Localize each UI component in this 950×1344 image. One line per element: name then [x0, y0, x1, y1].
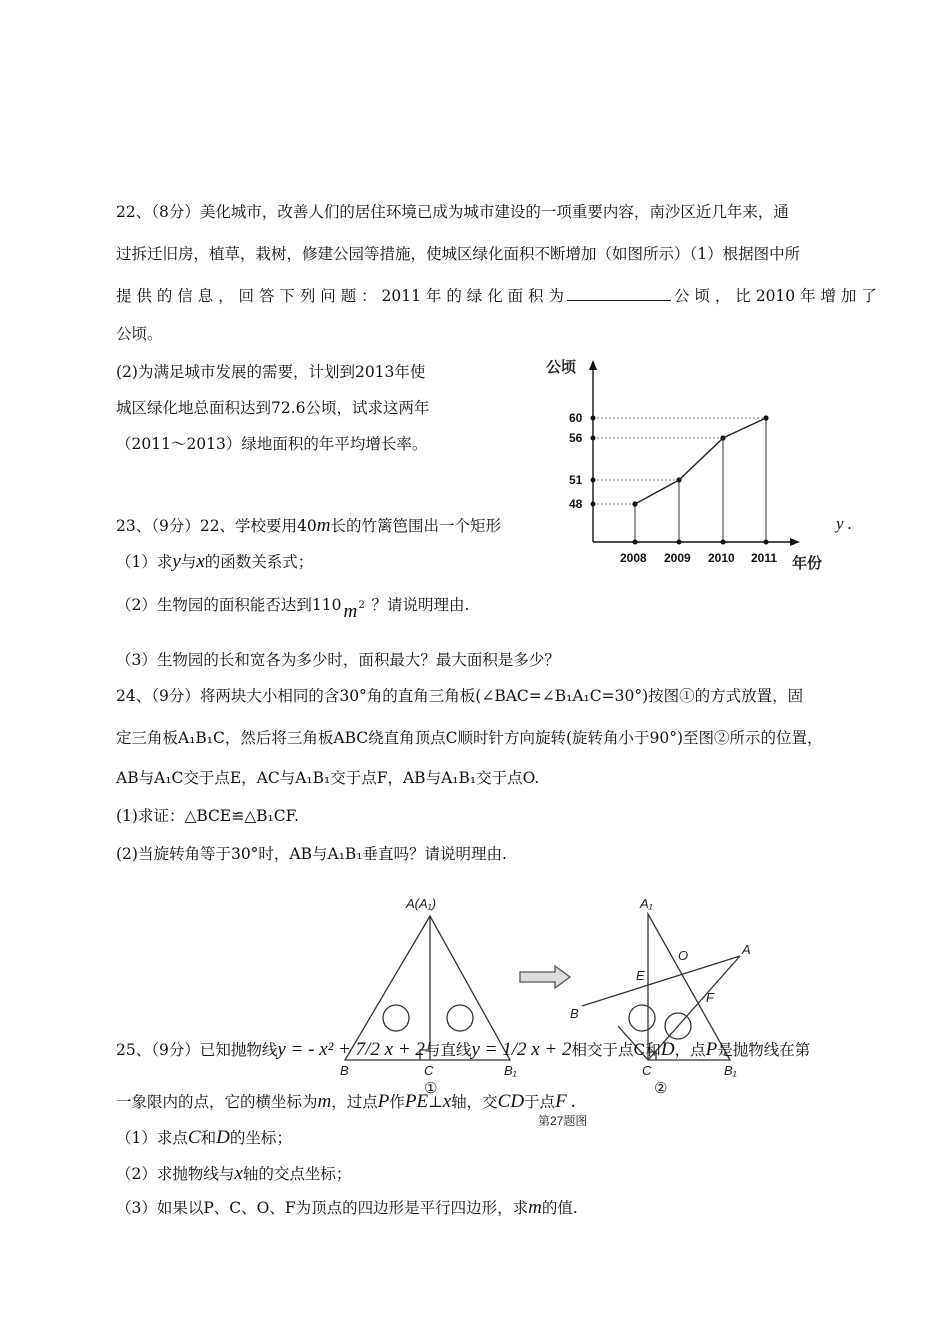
q22-line-3b: 公 顷 ， 比 2010 年 增 加 了 [674, 287, 877, 305]
label2-c: C [642, 1063, 652, 1078]
q23-p2b: ？请说明理由. [371, 596, 470, 614]
q25-p1b: 和 [200, 1129, 217, 1147]
q25-p1a: （1）求点 [116, 1129, 188, 1147]
q23-p1b: 与 [180, 553, 197, 571]
q25-line-1e: 是抛物线在第 [717, 1041, 811, 1059]
x-tick-label-2008: 2008 [620, 551, 647, 565]
green-area-chart [530, 350, 840, 580]
q23-part-3: （3）生物园的长和宽各为多少时，面积最大？最大面积是多少？ [116, 651, 560, 669]
q25-x: x [442, 1091, 452, 1112]
y-tick-label-48: 48 [569, 497, 583, 511]
q23-p1a: （1）求 [116, 553, 173, 571]
q25-line-2d: 轴，交 [451, 1093, 498, 1111]
q25-p-2: P [377, 1091, 390, 1112]
series-line [635, 418, 766, 504]
x-tick-dot-2009 [677, 540, 682, 545]
y-tick-dot-2011 [591, 416, 596, 421]
label-b: B [340, 1063, 349, 1078]
hole-right [447, 1005, 473, 1031]
q23-p2-unit: m [343, 601, 358, 622]
arrow-right-icon [520, 966, 570, 988]
q24-line-3: AB与A₁C交于点E，AC与A₁B₁交于点F，AB与A₁B₁交于点O. [116, 769, 540, 787]
y-tick-label-51: 51 [569, 473, 583, 487]
q23-line-1b: 长的竹篱笆围出一个矩形 [330, 517, 502, 535]
q23-part-2 [116, 590, 470, 622]
figure-caption: 第27题图 [538, 1114, 588, 1128]
q22-line-4: 公顷。 [116, 325, 163, 343]
q25-x-2: x [234, 1163, 243, 1184]
y-tick-label-56: 56 [569, 431, 583, 445]
label-figure-one: ① [424, 1080, 438, 1097]
q25-line-2e: 于点 [524, 1093, 556, 1111]
q23-p1c: 的函数关系式； [204, 553, 314, 571]
x-axis-arrow [790, 538, 800, 546]
q25-line-1 [116, 1040, 810, 1060]
q25-p3b: 的值. [541, 1199, 578, 1217]
label2-f: F [706, 990, 714, 1005]
label2-a1: A₁ [640, 896, 653, 911]
q25-eq1: y = - x² + 7/2 x + 2 [277, 1039, 425, 1060]
y-axis-arrow [589, 360, 597, 370]
label-a-a1: A(A₁) [406, 896, 437, 911]
q22-part2-line-1: (2)为满足城市发展的需要，计划到2013年使 [116, 363, 426, 381]
q25-p1c: 的坐标； [229, 1129, 292, 1147]
y-tick-dot-2009 [591, 478, 596, 483]
q25-perp: ⊥ [428, 1093, 443, 1111]
q24-line-1: 24、（9分）将两块大小相同的含30°角的直角三角板(∠BAC=∠B₁A₁C=30°)按图①的方式放置，固 [116, 687, 804, 705]
x-tick-dot-2010 [721, 540, 726, 545]
y-axis-label: 公顷 [546, 359, 577, 376]
q25-m-2: m [528, 1197, 542, 1218]
q22-line-2: 过拆迁旧房，植草，栽树，修建公园等措施，使城区绿化面积不断增加（如图所示）（1）根据图中所 [116, 245, 801, 263]
q25-line-1d: ，点 [674, 1041, 706, 1059]
q23-m: m [316, 515, 331, 536]
x-axis-label: 年份 [792, 555, 823, 572]
q25-m: m [317, 1091, 332, 1112]
q25-d-2: D [216, 1127, 230, 1148]
x-tick-label-2009: 2009 [664, 551, 691, 565]
label2-e: E [636, 968, 645, 983]
q23-line-1 [116, 516, 501, 536]
label-c: C [424, 1063, 434, 1078]
q23-p2-sup: 2 [358, 600, 365, 611]
x-tick-label-2011: 2011 [751, 551, 778, 565]
q25-f: F . [555, 1091, 577, 1112]
q25-line-2b: ，过点 [331, 1093, 378, 1111]
hole-left [383, 1005, 409, 1031]
label2-b: B [570, 1006, 579, 1021]
q25-part-1 [116, 1128, 292, 1148]
label2-a: A [742, 942, 751, 957]
side-ab [582, 956, 740, 1006]
y-tick-dot-2008 [591, 502, 596, 507]
q25-line-1b: 与直线 [424, 1041, 472, 1059]
y-tick-dot-2010 [591, 436, 596, 441]
q23-p2a: （2）生物园的面积能否达到110 [116, 596, 342, 614]
q25-part-2 [116, 1164, 351, 1184]
q25-p3a: （3）如果以P、C、O、F为顶点的四边形是平行四边形，求 [116, 1199, 529, 1217]
q23-part-1 [116, 552, 313, 572]
q22-part2-line-3: （2011～2013）绿地面积的年平均增长率。 [116, 435, 428, 453]
label2-b1: B₁ [724, 1063, 737, 1078]
q25-p2b: 轴的交点坐标； [242, 1165, 352, 1183]
q24-line-2: 定三角板A₁B₁C，然后将三角板ABC绕直角顶点C顺时针方向旋转(旋转角小于90°)至图②所示的位置， [116, 729, 823, 747]
y-tick-label-60: 60 [569, 411, 583, 425]
q25-c: C [187, 1127, 201, 1148]
label-figure-two: ② [654, 1080, 668, 1097]
q22-part2-line-2: 城区绿化地总面积达到72.6公顷，试求这两年 [116, 399, 430, 417]
q25-line-2c: 作 [389, 1093, 405, 1111]
q23-line-1-y: y . [836, 514, 853, 533]
q23-p1-x: x [196, 551, 205, 572]
q25-eq2: y = 1/2 x + 2 [471, 1039, 572, 1060]
answer-blank[interactable] [567, 286, 671, 301]
q25-line-1c: 相交于点C和 [571, 1041, 661, 1059]
q25-line-1a: 25、（9分）已知抛物线 [116, 1041, 278, 1059]
label2-o: O [678, 948, 689, 963]
q22-line-1: 22、（8分）美化城市，改善人们的居住环境已成为城市建设的一项重要内容，南沙区近几年来，通 [116, 203, 789, 221]
label-b1: B₁ [504, 1063, 517, 1078]
q23-line-1a: 23、（9分）22、学校要用40 [116, 517, 317, 535]
q25-p2a: （2）求抛物线与 [116, 1165, 235, 1183]
x-tick-label-2010: 2010 [708, 551, 735, 565]
q25-line-2a: 一象限内的点，它的横坐标为 [116, 1093, 318, 1111]
q23-p1-y: y [172, 551, 181, 572]
q22-line-3a: 提 供 的 信 息 ， 回 答 下 列 问 题 ： 2011 年 的 绿 化 面 积 为 [116, 287, 564, 305]
q24-part-2: (2)当旋转角等于30°时，AB与A₁B₁垂直吗？请说明理由. [116, 845, 507, 863]
x-tick-dot-2011 [764, 540, 769, 545]
q25-line-2 [116, 1092, 576, 1112]
q25-d: D [660, 1039, 675, 1060]
hole-2-left [629, 1005, 655, 1031]
q25-p: P [705, 1039, 718, 1060]
q22-line-3 [116, 286, 877, 306]
q25-part-3 [116, 1198, 578, 1218]
q25-pe: PE [404, 1091, 429, 1112]
x-tick-dot-2008 [633, 540, 638, 545]
q24-part-1: (1)求证：△BCE≌△B₁CF. [116, 807, 299, 825]
q25-cd: CD [497, 1091, 525, 1112]
